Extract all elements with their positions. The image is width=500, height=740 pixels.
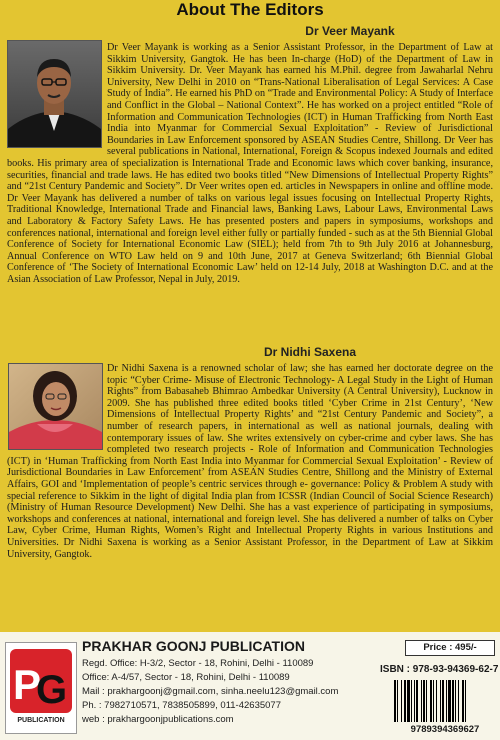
barcode-number: 9789394369627 xyxy=(410,724,480,735)
publisher-footer xyxy=(0,632,500,740)
registered-office: Regd. Office: H-3/2, Sector - 18, Rohini, Delhi - 110089 xyxy=(82,658,314,669)
editor-2-bio xyxy=(7,363,493,628)
phone-line: Ph. : 7982710571, 7838505899, 011-42635077 xyxy=(82,700,281,711)
editor-1-bio-text: Dr Veer Mayank is working as a Senior Assistant Professor, in the Department of Law at Sikkim University, Gangtok. He has been In-charge (HoD) of the Department of Law in Sikkim University. Dr. Veer Mayank has earned his M.Phil. degree from Jawaharlal Nehru University, New Delhi in 2010 on “Trans-National Liberalisation of Legal Services: A Case Study of India”. He earned his PhD on “Trade and Environmental Policy: A Study of Interface and Conflict in the Global – National Context”. He has worked on a project entitled “Role of Information and Communication Technologies (ICT) in Human Trafficking from North East India into Myanmar for Commercial Sexual Exploitation” - Review of Jurisdictional Boundaries in Law Enforcement sponsored by ASEAN Studies Centre, Shillong. Dr Veer has several publications in National, International, Foreign & Scopus indexed Journals and edited books. His primary area of specialization is International Trade and Economic laws which cover banking, insurance, securities, financial and trade laws. He has edited two books titled “New Dimensions of Intellectual Property Rights” and “21st Century Pandemic and Society”. Dr Veer writes open ed. articles in Newspapers in online and offline mode. Dr Veer Mayank has delivered a number of talks on various legal issues focusing on Intellectual Property Rights, Traditional Knowledge, International Trade and Financial laws, Banking Laws, Labour Laws, Environmental Laws and Laboratory & Factory Safety Laws. He has presented posters and papers in symposiums, workshops and conferences national, international and foreign level either fully or partially funded - such as at the 5th Biennial Global Conference of Society for International Economic Law (SIEL); held from 7th to 9th July 2016 at Johannesburg, Annual Conference on WTO Law held on 9 and 10th June, 2017 at Geneva Switzerland; 6th Biennial Global Conference of ‘The Society of International Economic Law’ held on 12-14 July, 2018 at Washington D.C. and at the Asian Association of Law Professor, Nepal in July, 2019. xyxy=(7,42,493,285)
editor-2-bio-text: Dr Nidhi Saxena is a renowned scholar of law; she has earned her doctorate degree on the topic “Cyber Crime- Misuse of Electronic Technology- A Legal Study in the Light of Human Rights” from Babasaheb Bhimrao Ambedkar University (A Central University), Lucknow in 2009. She has published three edited books titled ‘Cyber Crime in 21st Century’, ‘New Dimensions of Intellectual Property Rights’ and “21st Century Pandemic and Society”, a number of research papers, in international as well as national journals, dealing with contemporary issues of law. She writes extensively on cyber-crime and cyber laws. She has completed two research projects - Role of Information and Communication Technologies (ICT) in ‘Human Trafficking from North East India into Myanmar for Commercial Sexual Exploitation’ - Review of Jurisdictional Boundaries in Law Enforcement’ from ASEAN Studies Centre, Shillong and the Ministry of External Affairs, GOI and ‘Implementation of people’s centric services through e- governance: Policy & Problem A study with special reference to Sikkim in the light of digital India plan from ICSSR (Indian Council of Social Science Research) (Ministry of Human Resource Development) New Delhi. She has a vast experience of participating in symposiums, workshops and conferences at national, international and foreign level. She has delivered a number of talks on Cyber Law, Cyber Crime, Human Rights, Women’s Right and Intellectual Property Rights in various Institutions and Universities. Dr Nidhi Saxena is working as a Senior Assistant Professor, in the Department of Law at Sikkim University, Gangtok. xyxy=(7,363,493,560)
barcode-icon xyxy=(392,680,498,722)
svg-text:P: P xyxy=(13,661,42,708)
page-title: About The Editors xyxy=(176,0,324,19)
editor-1-name: Dr Veer Mayank xyxy=(305,24,395,38)
svg-text:G: G xyxy=(36,668,68,712)
price-label: Price : 495/- xyxy=(405,640,495,656)
isbn-label: ISBN : 978-93-94369-62-7 xyxy=(380,664,499,675)
publisher-logo xyxy=(5,642,77,734)
mail-line: Mail : prakhargoonj@gmail.com, sinha.neelu123@gmail.com xyxy=(82,686,339,697)
editor-1-bio xyxy=(7,42,493,332)
office-address: Office: A-4/57, Sector - 18, Rohini, Delhi - 110089 xyxy=(82,672,290,683)
editor-2-photo-space xyxy=(7,363,100,448)
logo-caption: PUBLICATION xyxy=(17,717,65,724)
publisher-name: PRAKHAR GOONJ PUBLICATION xyxy=(82,638,305,654)
editor-2-name: Dr Nidhi Saxena xyxy=(263,345,357,359)
web-line: web : prakhargoonjpublications.com xyxy=(82,714,234,725)
editor-1-photo-space xyxy=(7,42,100,150)
